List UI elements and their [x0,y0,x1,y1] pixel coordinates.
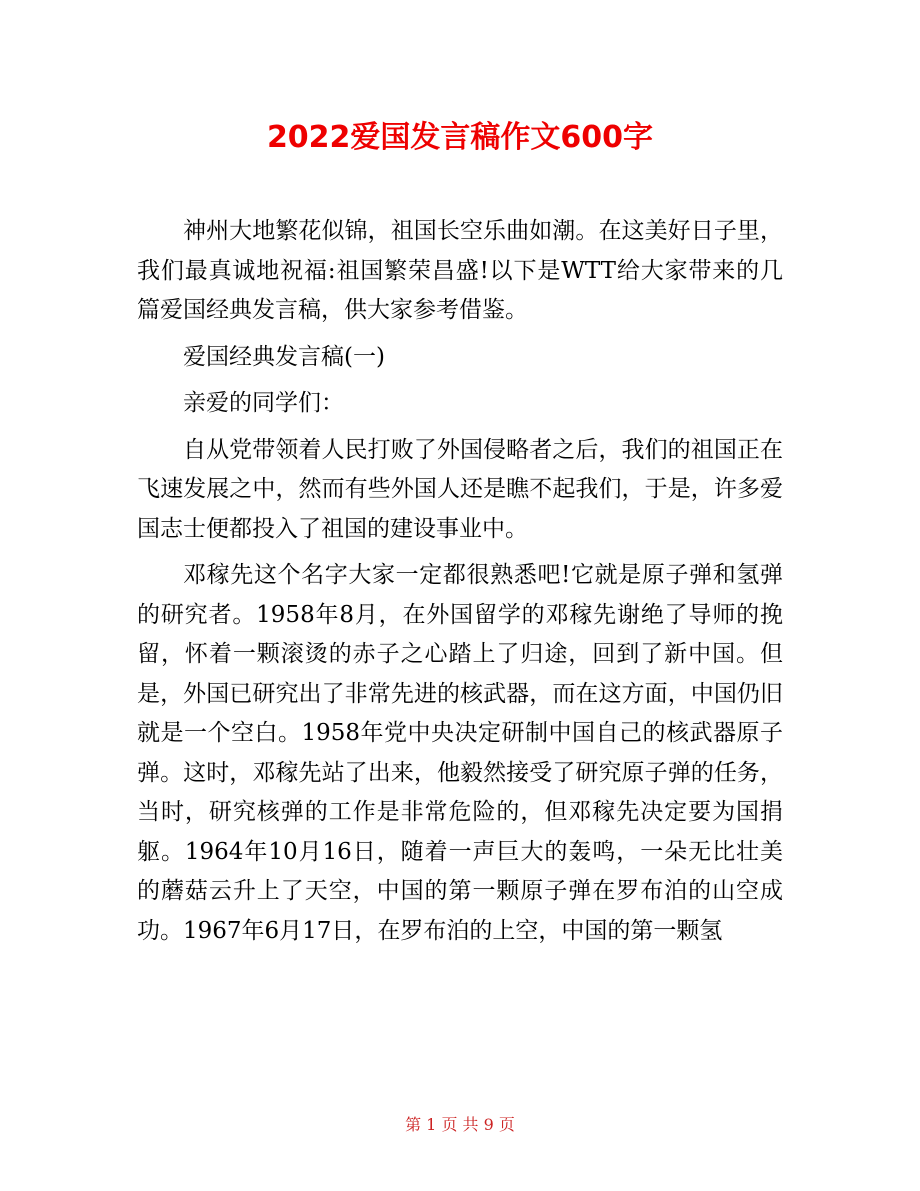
document-body [137,212,783,958]
section-heading: 爱国经典发言稿(一) [183,343,385,370]
paragraph: 邓稼先这个名字大家一定都很熟悉吧!它就是原子弹和氢弹的研究者。1958年8月，在外国留学的邓稼先谢绝了导师的挽留，怀着一颗滚烫的赤子之心踏上了归途，回到了新中国。但是，外国已研究出了非常先进的核武器，而在这方面，中国仍旧就是一个空白。1958年党中央决定研制中国自己的核武器原子弹。这时，邓稼先站了出来，他毅然接受了研究原子弹的任务，当时，研究核弹的工作是非常危险的，但邓稼先决定要为国捐躯。1964年10月16日，随着一声巨大的轰鸣，一朵无比壮美的蘑菇云升上了天空，中国的第一颗原子弹在罗布泊的山空成功。1967年6月17日，在罗布泊的上空，中国的第一颗氢 [137,562,783,944]
document-title: 2022爱国发言稿作文600字 [266,120,654,155]
paragraph: 自从党带领着人民打败了外国侵略者之后，我们的祖国正在飞速发展之中，然而有些外国人还是瞧不起我们，于是，许多爱国志士便都投入了祖国的建设事业中。 [137,436,783,542]
paragraph-intro: 神州大地繁花似锦，祖国长空乐曲如潮。在这美好日子里，我们最真诚地祝福:祖国繁荣昌盛!以下是WTT给大家带来的几篇爱国经典发言稿，供大家参考借鉴。 [137,218,783,323]
salutation: 亲爱的同学们： [183,390,344,416]
page-number: 第 1 页 共 9 页 [405,1115,515,1134]
